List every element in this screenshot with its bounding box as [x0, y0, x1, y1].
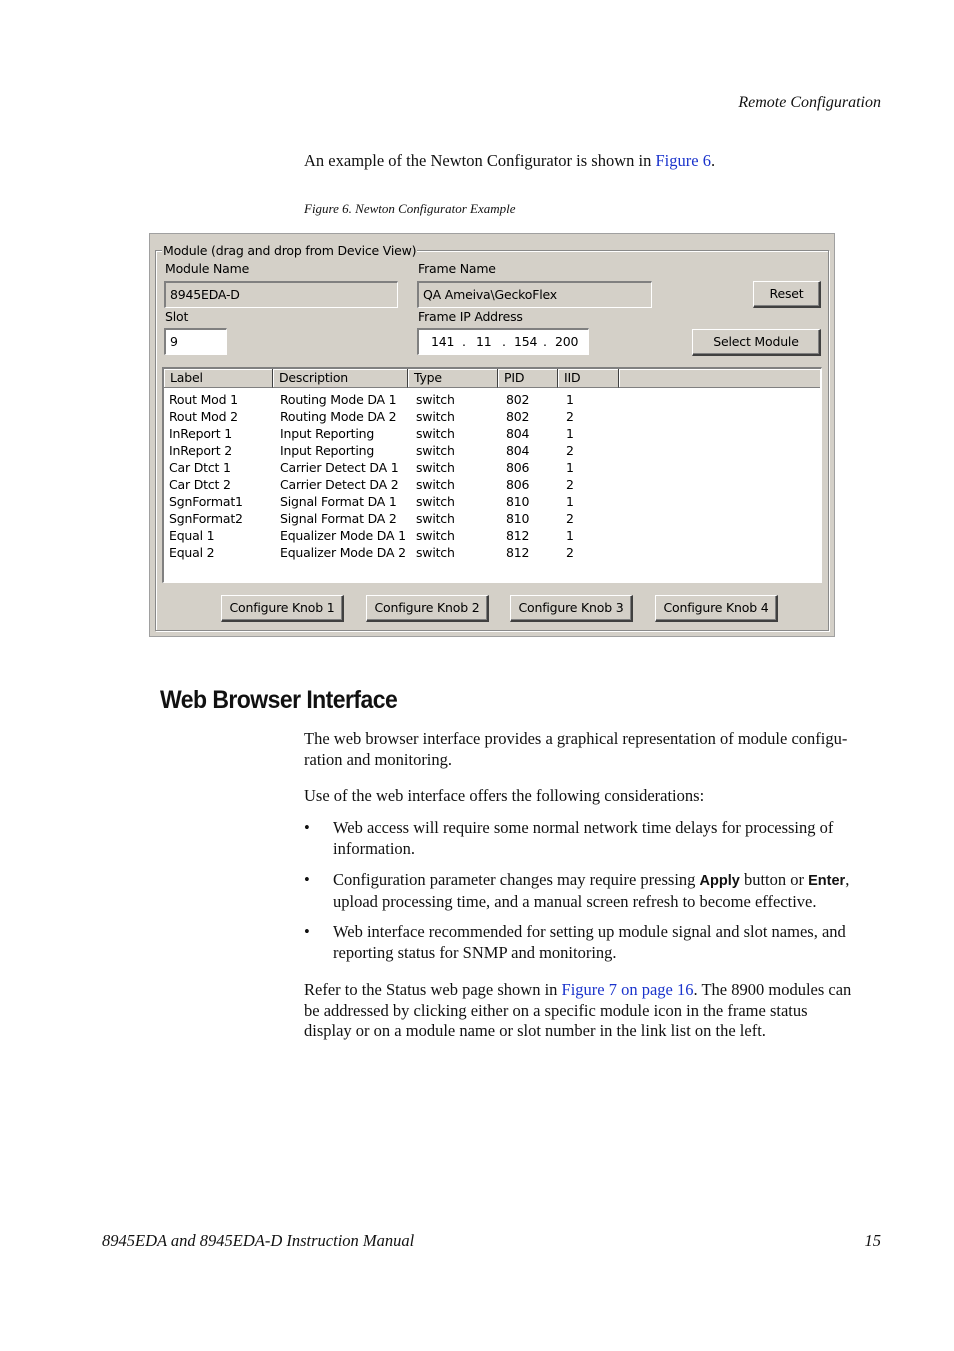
- configure-knob-1-button[interactable]: Configure Knob 1: [221, 595, 344, 622]
- module-name-field[interactable]: 8945EDA-D: [164, 281, 398, 308]
- bullet-2-line-1: [333, 870, 849, 892]
- frame-ip-field[interactable]: [417, 328, 589, 355]
- bullet-2-line-2: upload processing time, and a manual screen refresh to become effective.: [333, 891, 817, 911]
- table-row[interactable]: [164, 459, 820, 476]
- enter-label: Enter: [808, 873, 846, 889]
- slot-label: Slot: [165, 309, 189, 324]
- frame-name-label: Frame Name: [418, 261, 496, 276]
- cell-pid: 806: [506, 460, 530, 475]
- slot-field[interactable]: 9: [164, 328, 227, 355]
- cell-type: switch: [416, 545, 455, 560]
- paragraph-3-line-1: [304, 980, 851, 1001]
- footer-manual-title: 8945EDA and 8945EDA-D Instruction Manual: [102, 1231, 415, 1250]
- figure-caption: Figure 6. Newton Configurator Example: [304, 201, 516, 216]
- bullet-1-marker: •: [304, 818, 310, 837]
- cell-description: Signal Format DA 2: [280, 511, 397, 526]
- cell-label: Equal 1: [169, 528, 215, 543]
- ip-dot-3: .: [543, 334, 547, 349]
- cell-iid: 2: [566, 477, 574, 492]
- cell-pid: 804: [506, 426, 530, 441]
- figure-6-link[interactable]: Figure 6: [655, 151, 711, 170]
- paragraph-1-line-2: ration and monitoring.: [304, 749, 453, 769]
- table-row[interactable]: [164, 476, 820, 493]
- cell-description: Equalizer Mode DA 2: [280, 545, 406, 560]
- listview-header: [164, 369, 820, 388]
- cell-label: Car Dtct 1: [169, 460, 231, 475]
- cell-label: InReport 2: [169, 443, 232, 458]
- bullet-3-line-2: reporting status for SNMP and monitoring.: [333, 942, 617, 962]
- module-groupbox: [155, 250, 829, 631]
- paragraph-3-line-3: display or on a module name or slot number in the link list on the left.: [304, 1021, 766, 1040]
- reset-button[interactable]: Reset: [753, 281, 821, 308]
- bullet-3-line-1: Web interface recommended for setting up module signal and slot names, and: [333, 922, 846, 941]
- table-row[interactable]: [164, 493, 820, 510]
- intro-text: An example of the Newton Configurator is shown in: [304, 151, 656, 170]
- paragraph-3-text-a: Refer to the Status web page shown in: [304, 980, 562, 999]
- ip-octet-3[interactable]: 154: [514, 334, 538, 349]
- bullet-2-text: [333, 870, 849, 912]
- cell-label: Equal 2: [169, 545, 215, 560]
- cell-pid: 812: [506, 528, 530, 543]
- intro-end: .: [710, 151, 716, 170]
- ip-dot-2: .: [502, 334, 506, 349]
- paragraph-3-line-2: be addressed by clicking either on a specific module icon in the frame status: [304, 1000, 808, 1020]
- footer-page-number: 15: [864, 1231, 881, 1250]
- cell-iid: 1: [566, 528, 574, 543]
- cell-iid: 1: [566, 460, 574, 475]
- select-module-button[interactable]: Select Module: [692, 329, 821, 356]
- cell-type: switch: [416, 392, 455, 407]
- cell-type: switch: [416, 494, 455, 509]
- cell-iid: 2: [566, 443, 574, 458]
- column-header-pid[interactable]: PID: [498, 369, 558, 388]
- cell-label: Car Dtct 2: [169, 477, 231, 492]
- table-row[interactable]: [164, 408, 820, 425]
- bullet-2-marker: •: [304, 870, 310, 889]
- cell-description: Equalizer Mode DA 1: [280, 528, 406, 543]
- ip-octet-4[interactable]: 200: [555, 334, 579, 349]
- cell-type: switch: [416, 511, 455, 526]
- cell-pid: 810: [506, 511, 530, 526]
- cell-pid: 806: [506, 477, 530, 492]
- cell-description: Signal Format DA 1: [280, 494, 397, 509]
- cell-label: InReport 1: [169, 426, 232, 441]
- cell-type: switch: [416, 443, 455, 458]
- cell-iid: 1: [566, 494, 574, 509]
- cell-description: Input Reporting: [280, 443, 375, 458]
- cell-type: switch: [416, 477, 455, 492]
- cell-iid: 2: [566, 409, 574, 424]
- cell-pid: 802: [506, 409, 530, 424]
- column-header-filler: [619, 369, 820, 388]
- cell-description: Carrier Detect DA 2: [280, 477, 399, 492]
- cell-pid: 812: [506, 545, 530, 560]
- running-header: Remote Configuration: [738, 94, 881, 111]
- paragraph-1: [304, 729, 847, 770]
- paragraph-2: Use of the web interface offers the following considerations:: [304, 786, 705, 805]
- column-header-type[interactable]: Type: [408, 369, 498, 388]
- ip-octet-2[interactable]: 11: [476, 334, 492, 349]
- bullet-1-line-1: Web access will require some normal network time delays for processing of: [333, 818, 834, 837]
- cell-type: switch: [416, 460, 455, 475]
- bullet-3-marker: •: [304, 922, 310, 941]
- section-title: Web Browser Interface: [160, 686, 398, 714]
- table-row[interactable]: [164, 527, 820, 544]
- configure-knob-4-button[interactable]: Configure Knob 4: [655, 595, 778, 622]
- cell-description: Routing Mode DA 1: [280, 392, 397, 407]
- bullet-1-text: [333, 818, 833, 859]
- cell-pid: 802: [506, 392, 530, 407]
- frame-ip-label: Frame IP Address: [418, 309, 523, 324]
- cell-label: Rout Mod 1: [169, 392, 238, 407]
- cell-iid: 1: [566, 392, 574, 407]
- column-header-iid[interactable]: IID: [558, 369, 619, 388]
- group-title: Module (drag and drop from Device View): [163, 243, 417, 258]
- newton-configurator-dialog: [149, 233, 835, 637]
- column-header-description[interactable]: Description: [273, 369, 408, 388]
- table-row[interactable]: [164, 510, 820, 527]
- bullet-2-text-a: Configuration parameter changes may require pressing: [333, 870, 700, 889]
- table-row[interactable]: [164, 442, 820, 459]
- bullet-2-text-b: button or: [739, 870, 809, 889]
- cell-pid: 804: [506, 443, 530, 458]
- cell-iid: 2: [566, 545, 574, 560]
- cell-label: SgnFormat1: [169, 494, 243, 509]
- ip-dot-1: .: [462, 334, 466, 349]
- intro-paragraph: [304, 151, 715, 171]
- ip-octet-1[interactable]: 141: [431, 334, 455, 349]
- cell-description: Carrier Detect DA 1: [280, 460, 399, 475]
- column-header-label[interactable]: Label: [164, 369, 273, 388]
- table-row[interactable]: [164, 425, 820, 442]
- cell-type: switch: [416, 528, 455, 543]
- frame-name-field[interactable]: QA Ameiva\GeckoFlex: [417, 281, 652, 308]
- table-row[interactable]: [164, 544, 820, 561]
- configure-knob-3-button[interactable]: Configure Knob 3: [510, 595, 633, 622]
- paragraph-3: [304, 980, 851, 1042]
- cell-label: Rout Mod 2: [169, 409, 238, 424]
- cell-type: switch: [416, 409, 455, 424]
- bullet-1-line-2: information.: [333, 838, 416, 858]
- cell-iid: 2: [566, 511, 574, 526]
- cell-label: SgnFormat2: [169, 511, 243, 526]
- paragraph-1-line-1: The web browser interface provides a graphical representation of module configu-: [304, 729, 848, 748]
- paragraph-3-text-b: . The 8900 modules can: [693, 980, 852, 999]
- apply-label: Apply: [699, 873, 740, 889]
- table-row[interactable]: [164, 391, 820, 408]
- parameter-listview[interactable]: [162, 367, 822, 583]
- cell-iid: 1: [566, 426, 574, 441]
- module-name-label: Module Name: [165, 261, 250, 276]
- cell-pid: 810: [506, 494, 530, 509]
- figure-7-link[interactable]: Figure 7 on page 16: [561, 980, 694, 999]
- bullet-3-text: [333, 922, 846, 963]
- cell-type: switch: [416, 426, 455, 441]
- configure-knob-2-button[interactable]: Configure Knob 2: [366, 595, 489, 622]
- cell-description: Input Reporting: [280, 426, 375, 441]
- bullet-2-text-c: ,: [845, 870, 850, 889]
- cell-description: Routing Mode DA 2: [280, 409, 397, 424]
